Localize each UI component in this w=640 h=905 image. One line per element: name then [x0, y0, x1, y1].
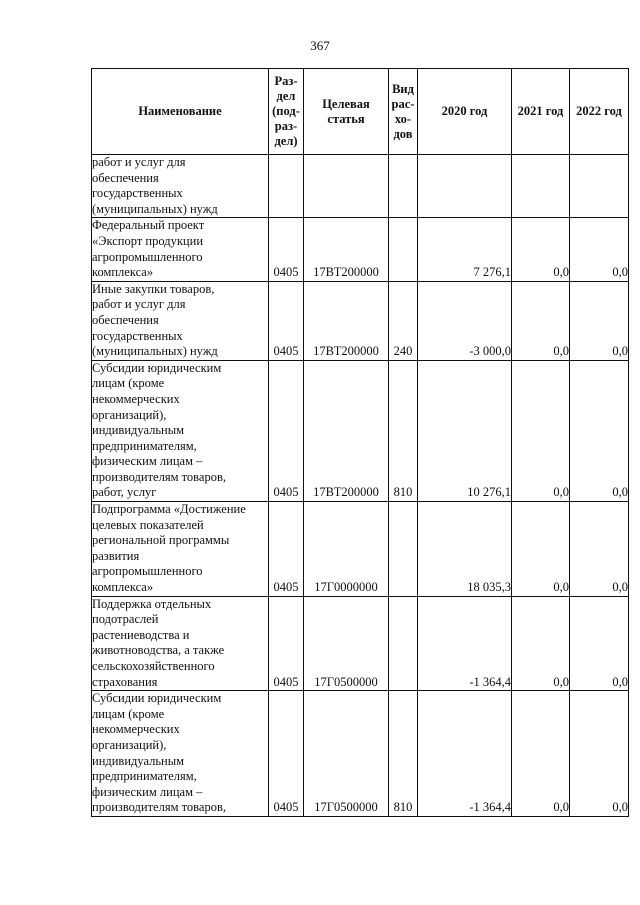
- cell-name: Иные закупки товаров, работ и услуг для обеспечения государственных (муниципальных) нужд: [92, 281, 269, 360]
- cell-2022: 0,0: [570, 281, 629, 360]
- cell-2022: 0,0: [570, 360, 629, 501]
- header-2021: 2021 год: [512, 69, 570, 155]
- cell-name: Субсидии юридическим лицам (кроме некоммерческих организаций), индивидуальным предпринимателям, физическим лицам – производителям товаров,: [92, 691, 269, 817]
- cell-2022: 0,0: [570, 691, 629, 817]
- cell-razdel: 0405: [269, 360, 304, 501]
- header-tselevaya-statya: Целевая статья: [304, 69, 389, 155]
- cell-2022: 0,0: [570, 218, 629, 281]
- cell-vid: 810: [389, 691, 418, 817]
- cell-2022: 0,0: [570, 596, 629, 691]
- cell-2020: -1 364,4: [418, 596, 512, 691]
- cell-vid: 240: [389, 281, 418, 360]
- table-row: [92, 596, 629, 691]
- cell-razdel: [269, 155, 304, 218]
- cell-vid: 810: [389, 360, 418, 501]
- cell-2021: 0,0: [512, 281, 570, 360]
- header-2022: 2022 год: [570, 69, 629, 155]
- cell-tselevaya: 17Г0500000: [304, 691, 389, 817]
- cell-tselevaya: 17ВТ200000: [304, 218, 389, 281]
- table-row: [92, 360, 629, 501]
- cell-razdel: 0405: [269, 218, 304, 281]
- cell-2020: [418, 155, 512, 218]
- cell-name: Федеральный проект «Экспорт продукции агропромышленного комплекса»: [92, 218, 269, 281]
- cell-2021: 0,0: [512, 596, 570, 691]
- cell-2020: 18 035,3: [418, 502, 512, 597]
- cell-2020: 7 276,1: [418, 218, 512, 281]
- cell-vid: [389, 155, 418, 218]
- budget-table: [91, 68, 629, 817]
- cell-tselevaya: [304, 155, 389, 218]
- header-2020: 2020 год: [418, 69, 512, 155]
- cell-2022: 0,0: [570, 502, 629, 597]
- cell-2021: 0,0: [512, 691, 570, 817]
- cell-2020: -3 000,0: [418, 281, 512, 360]
- cell-2021: 0,0: [512, 218, 570, 281]
- header-vid-raskhodov: Вид рас- хо- дов: [389, 69, 418, 155]
- cell-razdel: 0405: [269, 281, 304, 360]
- cell-tselevaya: 17Г0500000: [304, 596, 389, 691]
- cell-2021: 0,0: [512, 502, 570, 597]
- cell-vid: [389, 502, 418, 597]
- table-row: [92, 502, 629, 597]
- cell-razdel: 0405: [269, 502, 304, 597]
- cell-2020: -1 364,4: [418, 691, 512, 817]
- header-name: Наименование: [92, 69, 269, 155]
- cell-tselevaya: 17ВТ200000: [304, 360, 389, 501]
- cell-tselevaya: 17Г0000000: [304, 502, 389, 597]
- cell-2020: 10 276,1: [418, 360, 512, 501]
- table-row: [92, 218, 629, 281]
- cell-razdel: 0405: [269, 596, 304, 691]
- table-row: [92, 281, 629, 360]
- cell-2021: 0,0: [512, 360, 570, 501]
- cell-tselevaya: 17ВТ200000: [304, 281, 389, 360]
- cell-2022: [570, 155, 629, 218]
- cell-vid: [389, 596, 418, 691]
- cell-vid: [389, 218, 418, 281]
- cell-name: работ и услуг для обеспечения государственных (муниципальных) нужд: [92, 155, 269, 218]
- table-body: [92, 155, 629, 817]
- header-razdel: Раз- дел (под- раз- дел): [269, 69, 304, 155]
- table-row: [92, 155, 629, 218]
- cell-2021: [512, 155, 570, 218]
- page-number: 367: [310, 38, 330, 53]
- cell-name: Субсидии юридическим лицам (кроме некоммерческих организаций), индивидуальным предпринимателям, физическим лицам – производителям товаров, работ, услуг: [92, 360, 269, 501]
- table-header-row: [92, 69, 629, 155]
- table-row: [92, 691, 629, 817]
- cell-name: Подпрограмма «Достижение целевых показателей региональной программы развития агропромышленного комплекса»: [92, 502, 269, 597]
- cell-razdel: 0405: [269, 691, 304, 817]
- cell-name: Поддержка отдельных подотраслей растениеводства и животноводства, а также сельскохозяйственного страхования: [92, 596, 269, 691]
